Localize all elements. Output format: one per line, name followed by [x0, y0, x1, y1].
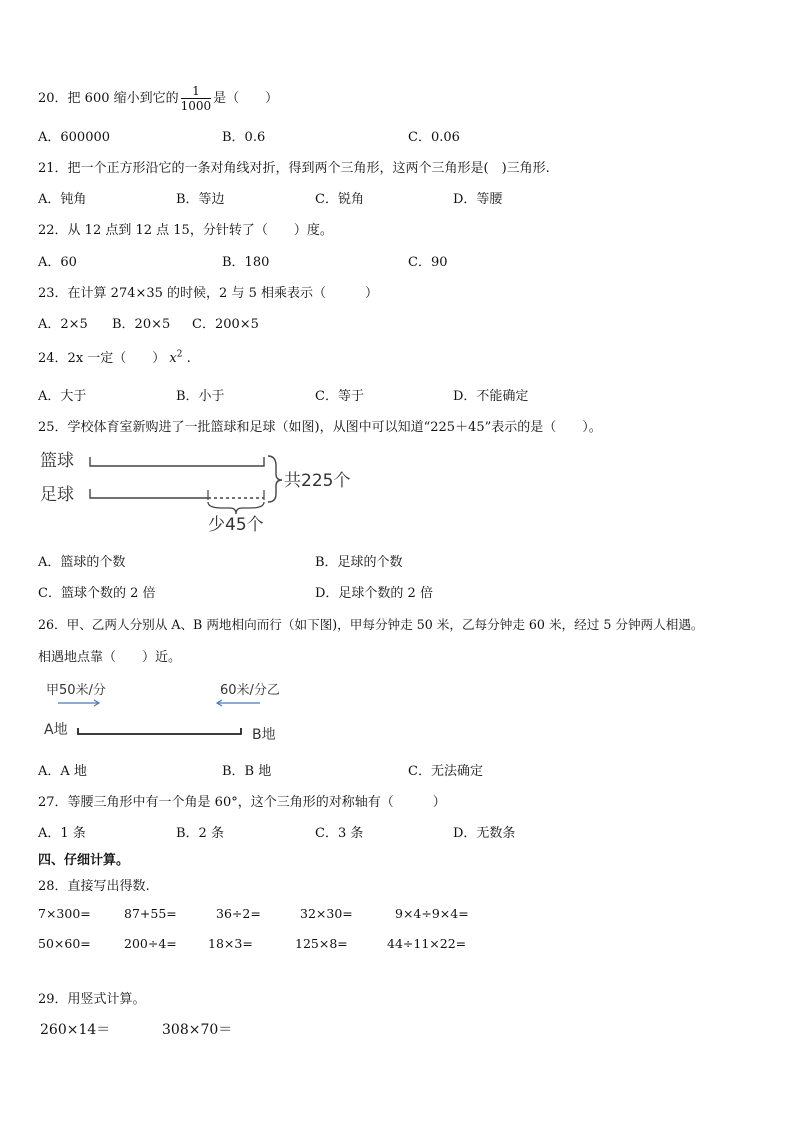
question-26-line1: 26．甲、乙两人分别从 A、B 两地相向而行（如下图)，甲每分钟走 50 米，乙每分钟走 60 米，经过 5 分钟两人相遇。 [38, 617, 704, 632]
q27-option-b: B．2 条 [176, 826, 224, 841]
q24-variable: x [169, 351, 177, 366]
football-label: 足球 [40, 485, 74, 505]
q24-option-d: D．不能确定 [453, 389, 529, 404]
question-27: 27．等腰三角形中有一个角是 60°，这个三角形的对称轴有（ ） [38, 795, 446, 810]
question-29: 29．用竖式计算。 [38, 992, 146, 1007]
b-label: B地 [252, 727, 276, 743]
q24-option-b: B．小于 [176, 389, 225, 404]
q25-option-a: A．篮球的个数 [38, 555, 126, 570]
fraction-denominator: 1000 [180, 99, 212, 113]
question-20 [38, 84, 278, 113]
q21-option-d: D．等腰 [453, 192, 503, 207]
q27-option-a: A．1 条 [38, 826, 86, 841]
q23-option-b: B．20×5 [112, 317, 171, 332]
q20-option-b: B．0.6 [222, 130, 266, 145]
q21-option-b: B．等边 [176, 192, 225, 207]
q23-option-c: C．200×5 [192, 317, 259, 332]
basketball-label: 篮球 [40, 451, 74, 471]
q21-option-c: C．锐角 [315, 192, 364, 207]
q25-option-c: C．篮球个数的 2 倍 [38, 586, 156, 601]
basketball-segment [90, 457, 264, 466]
a-label: A地 [44, 722, 68, 738]
calc-item: 200÷4= [124, 936, 177, 951]
q25-option-b: B．足球的个数 [315, 555, 403, 570]
question-22: 22．从 12 点到 12 点 15，分针转了（ ）度。 [38, 223, 333, 238]
q22-option-a: A．60 [38, 255, 77, 270]
total-brace [268, 456, 282, 502]
fraction [181, 84, 212, 113]
question-23: 23．在计算 274×35 的时候，2 与 5 相乘表示（ ） [38, 286, 378, 301]
football-segment [90, 489, 208, 498]
diff-brace [208, 502, 264, 514]
total-label: 共225个 [284, 471, 351, 491]
diff-label: 少45个 [208, 515, 264, 535]
distance-segment [78, 728, 241, 734]
q26-option-b: B．B 地 [222, 764, 272, 779]
calc-item: 32×30= [300, 906, 353, 921]
q22-option-b: B．180 [222, 255, 270, 270]
section-heading: 四、仔细计算。 [38, 853, 130, 868]
q20-prefix: 20．把 600 缩小到它的 [38, 91, 179, 106]
q24-exponent: 2 [176, 349, 183, 360]
q23-option-a: A．2×5 [38, 317, 88, 332]
vertical-calc-item: 260×14＝ [40, 1022, 111, 1038]
yi-label: 60米/分乙 [220, 683, 280, 698]
calc-item: 50×60= [38, 936, 91, 951]
calc-item: 18×3= [208, 936, 253, 951]
q20-suffix: 是（ ） [213, 91, 279, 106]
jia-label: 甲50米/分 [46, 683, 106, 698]
calc-item: 125×8= [295, 936, 348, 951]
q27-option-d: D．无数条 [453, 826, 516, 841]
q24-prefix: 24．2x 一定（ ） [38, 351, 166, 366]
question-28: 28．直接写出得数. [38, 879, 150, 894]
q26-option-c: C．无法确定 [408, 764, 483, 779]
travel-diagram [40, 676, 290, 748]
q27-option-c: C．3 条 [315, 826, 364, 841]
q20-option-a: A．600000 [38, 130, 111, 145]
vertical-calc-item: 308×70＝ [162, 1022, 233, 1038]
q24-option-c: C．等于 [315, 389, 364, 404]
q22-option-c: C．90 [408, 255, 448, 270]
question-25: 25．学校体育室新购进了一批篮球和足球（如图)，从图中可以知道“225＋45”表示的是（ ）。 [38, 420, 602, 435]
q25-option-d: D．足球个数的 2 倍 [315, 586, 433, 601]
fraction-numerator: 1 [181, 84, 212, 99]
question-26-line2: 相遇地点靠（ ）近。 [38, 650, 182, 665]
calc-item: 44÷11×22= [387, 936, 467, 951]
q26-option-a: A．A 地 [38, 764, 87, 779]
calc-item: 36÷2= [216, 906, 261, 921]
q20-option-c: C．0.06 [408, 130, 460, 145]
q21-option-a: A．钝角 [38, 192, 87, 207]
question-21: 21．把一个正方形沿它的一条对角线对折，得到两个三角形，这两个三角形是( )三角形. [38, 161, 550, 176]
q24-suffix: . [186, 351, 191, 366]
calc-item: 9×4÷9×4= [395, 906, 469, 921]
q24-option-a: A．大于 [38, 389, 87, 404]
question-24 [38, 347, 191, 366]
calc-item: 7×300= [38, 906, 91, 921]
segment-diagram [36, 444, 366, 536]
calc-item: 87+55= [124, 906, 177, 921]
